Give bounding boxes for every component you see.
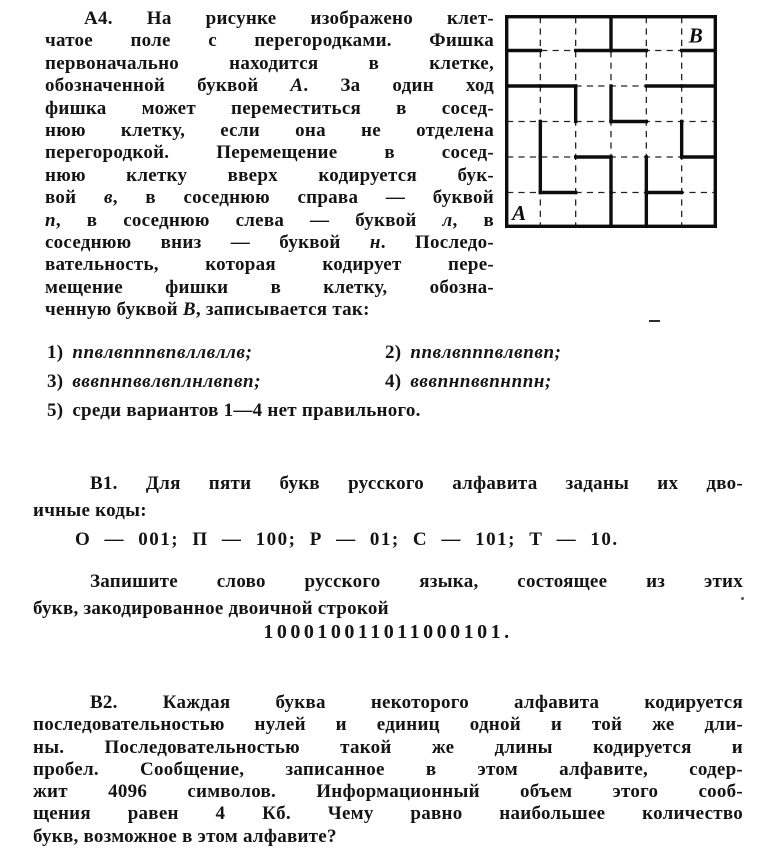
option-move-sequence: ппвлвпппвлвпвп;	[410, 342, 562, 363]
text-line: А4. На рисунке изображено клет-	[84, 8, 494, 29]
italic-run: А	[290, 75, 304, 97]
text-line	[45, 210, 494, 232]
b1-letter-codes-line: О — 001; П — 100; Р — 01; С — 101; Т — 10.	[75, 529, 619, 550]
option-move-sequence: ппвлвпппвпвллвллв;	[72, 342, 253, 363]
italic-run: В	[182, 299, 196, 321]
text-run: , в соседнюю слева — буквой	[55, 209, 443, 231]
maze-figure	[505, 15, 717, 228]
text-line: ичные коды:	[33, 500, 147, 522]
option-3	[47, 371, 261, 393]
text-line	[45, 299, 494, 321]
text-run: , в	[452, 209, 494, 231]
italic-run: н	[369, 232, 381, 254]
option-move-sequence: вввпнпввпнппн;	[410, 371, 552, 392]
text-line	[45, 187, 494, 209]
maze-svg	[505, 15, 717, 228]
option-number: 2)	[385, 342, 402, 363]
text-line: В2. Каждая буква некоторого алфавита кодируется	[90, 692, 743, 713]
text-run: вой	[45, 187, 104, 209]
problem-b1-paragraph	[33, 470, 743, 525]
option-1	[47, 342, 253, 364]
b1-task-paragraph	[33, 568, 743, 623]
text-line: щения равен 4 Кб. Чему равно наибольшее количество	[33, 803, 743, 825]
option-number: 5)	[47, 400, 64, 421]
text-run: . За один ход	[303, 75, 495, 97]
option-number: 3)	[47, 371, 64, 392]
text-line: Запишите слово русского языка, состоящее из этих	[90, 571, 743, 592]
text-run: обозначенной буквой	[45, 75, 291, 97]
text-run: соседнюю вниз — буквой	[45, 232, 370, 254]
cell-label-А: А	[512, 201, 527, 226]
text-run: ченную буквой	[45, 299, 183, 321]
option-number: 4)	[385, 371, 402, 392]
italic-run: л	[442, 209, 453, 231]
text-line: нюю клетку, если она не отделена	[45, 120, 494, 142]
text-line: В1. Для пяти букв русского алфавита заданы их дво-	[90, 473, 743, 494]
b1-binary-string: 100010011011000101.	[263, 621, 513, 643]
cell-label-В: В	[688, 23, 703, 48]
text-line: букв, закодированное двоичной строкой	[33, 598, 389, 620]
text-line: последовательностью нулей и единиц одной и той же дли-	[33, 714, 743, 736]
scan-artifact	[741, 597, 744, 600]
text-line: ны. Последовательностью такой же длины кодируется и	[33, 736, 743, 758]
option-text: среди вариантов 1—4 нет правильного.	[72, 400, 421, 421]
text-line: чатое поле с перегородками. Фишка	[45, 30, 494, 52]
text-line: букв, возможное в этом алфавите?	[33, 825, 337, 847]
text-line: пробел. Сообщение, записанное в этом алфавите, содер-	[33, 758, 743, 780]
text-line: мещение фишки в клетку, обозна-	[45, 276, 494, 298]
option-5	[47, 400, 421, 422]
text-run: , в соседнюю справа — буквой	[112, 187, 495, 209]
text-line: первоначально находится в клетке,	[45, 52, 494, 74]
scan-artifact	[649, 320, 660, 322]
text-line	[45, 75, 494, 97]
text-run: , записывается так:	[195, 299, 370, 321]
text-line: перегородкой. Перемещение в сосед-	[45, 142, 494, 164]
problem-b2-paragraph	[33, 692, 743, 848]
text-line: фишка может переместиться в сосед-	[45, 97, 494, 119]
option-move-sequence: вввпнпввлвплнлвпвп;	[72, 371, 262, 392]
italic-run: в	[103, 187, 113, 209]
text-run: . Последо-	[380, 232, 494, 254]
text-line: вательность, которая кодирует пере-	[45, 254, 494, 276]
text-line: жит 4096 символов. Информационный объем этого сооб-	[33, 781, 743, 803]
option-2	[385, 342, 562, 364]
option-4	[385, 371, 552, 393]
text-line	[45, 232, 494, 254]
text-line: нюю клетку вверх кодируется бук-	[45, 164, 494, 186]
option-number: 1)	[47, 342, 64, 363]
problem-a4-paragraph	[45, 8, 494, 322]
italic-run: п	[45, 209, 56, 231]
